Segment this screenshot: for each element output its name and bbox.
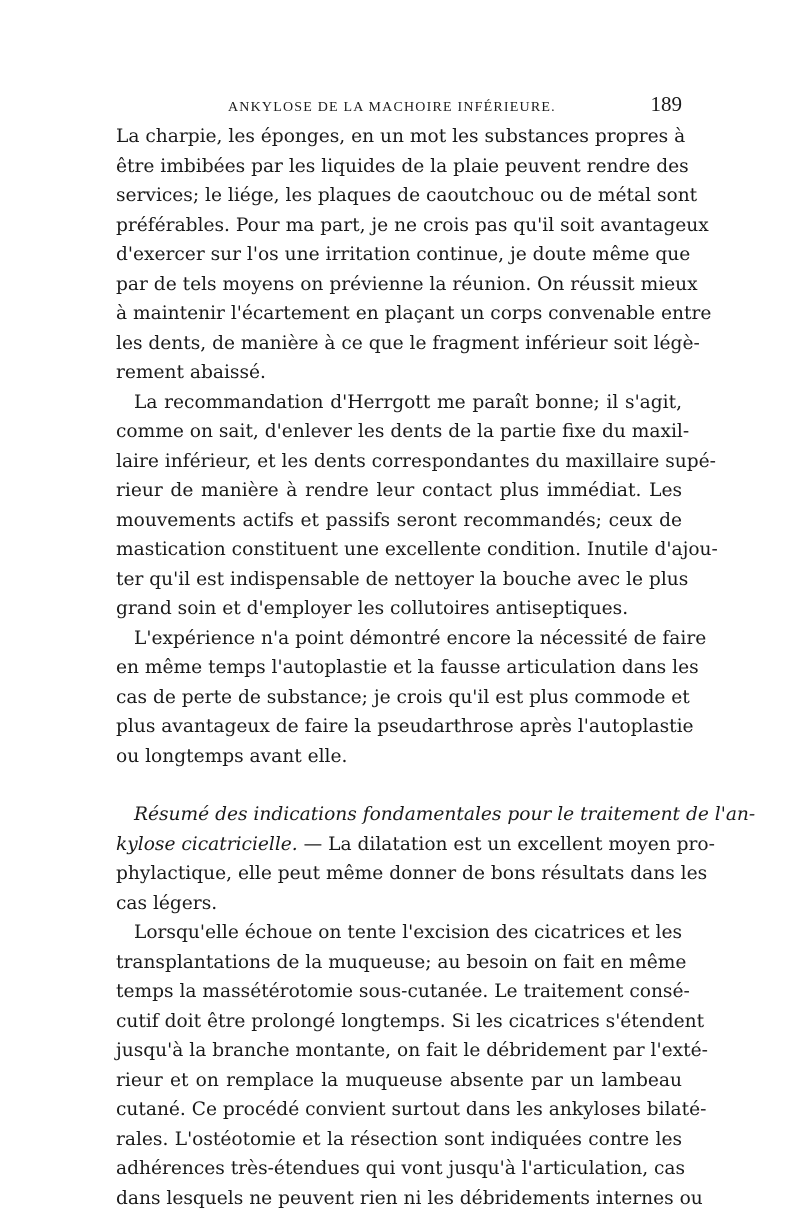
paragraph-3 [116,624,707,772]
text-line: préférables. Pour ma part, je ne crois pas qu'il soit avantageux [116,214,709,236]
text-line: dans lesquels ne peuvent rien ni les débridements internes ou [116,1187,703,1209]
text-line: les dents, de manière à ce que le fragment inférieur soit légè- [116,332,700,354]
text-line: cas de perte de substance; je crois qu'il est plus commode et [116,686,690,708]
section-gap [116,771,682,800]
text-line: par de tels moyens on prévienne la réunion. On réussit mieux [116,273,698,295]
text-line: à maintenir l'écartement en plaçant un corps convenable entre [116,303,712,324]
text-line: phylactique, elle peut même donner de bons résultats dans les [116,863,708,884]
text-line: Lorsqu'elle échoue on tente l'excision des cicatrices et les [134,922,682,943]
text-line: ou longtemps avant elle. [116,745,348,767]
paragraph-2 [116,388,718,624]
text-line: adhérences très-étendues qui vont jusqu'à l'articulation, cas [116,1158,686,1179]
summary-heading-end: kylose cicatricielle. [116,833,298,855]
text-line: La recommandation d'Herrgott me paraît bonne; il s'agit, [134,391,682,413]
text-line: temps la massétérotomie sous-cutanée. Le traitement consé- [116,981,690,1002]
text-line: rieur de manière à rendre leur contact plus immédiat. Les [116,480,682,501]
text-line: mouvements actifs et passifs seront recommandés; ceux de [116,509,682,531]
text-line: ter qu'il est indispensable de nettoyer la bouche avec le plus [116,568,689,590]
paragraph-5 [116,918,708,1213]
text-line: plus avantageux de faire la pseudarthrose après l'autoplastie [116,716,694,737]
running-title: ANKYLOSE DE LA MACHOIRE INFÉRIEURE. [228,100,556,115]
text-line: transplantations de la muqueuse; au besoin on fait en même [116,951,687,973]
summary-text-start: — La dilatation est un excellent moyen pro- [297,833,715,855]
text-line: en même temps l'autoplastie et la fausse articulation dans les [116,657,699,678]
text-line: rales. L'ostéotomie et la résection sont indiquées contre les [116,1128,682,1150]
text-line: La charpie, les éponges, en un mot les substances propres à [116,126,686,147]
text-line: d'exercer sur l'os une irritation continue, je doute même que [116,244,691,265]
text-line [116,830,715,860]
text-line: laire inférieur, et les dents correspondantes du maxillaire supé- [116,450,716,472]
text-line: L'expérience n'a point démontré encore la nécessité de faire [134,627,707,649]
text-line: comme on sait, d'enlever les dents de la partie fixe du maxil- [116,421,690,442]
page-number: 189 [650,92,682,116]
book-page [116,92,756,1213]
text-line: cutif doit être prolongé longtemps. Si les cicatrices s'étendent [116,1010,705,1032]
text-line: jusqu'à la branche montante, on fait le débridement par l'exté- [116,1040,708,1061]
paragraph-1 [116,122,712,388]
text-line: rieur et on remplace la muqueuse absente par un lambeau [116,1069,682,1091]
text-line: mastication constituent une excellente condition. Inutile d'ajou- [116,539,718,560]
text-line: grand soin et d'employer les collutoires antiseptiques. [116,598,629,619]
text-line: services; le liége, les plaques de caoutchouc ou de métal sont [116,185,698,206]
text-line: être imbibées par les liquides de la plaie peuvent rendre des [116,155,689,177]
page-header [116,92,682,122]
text-line: cutané. Ce procédé convient surtout dans les ankyloses bilaté- [116,1099,707,1120]
paragraph-4-summary [116,800,756,918]
page-body [116,122,756,1213]
summary-heading-line: Résumé des indications fondamentales pour le traitement de l'an- [134,804,756,825]
text-line: rement abaissé. [116,362,266,383]
text-line: cas légers. [116,892,218,914]
